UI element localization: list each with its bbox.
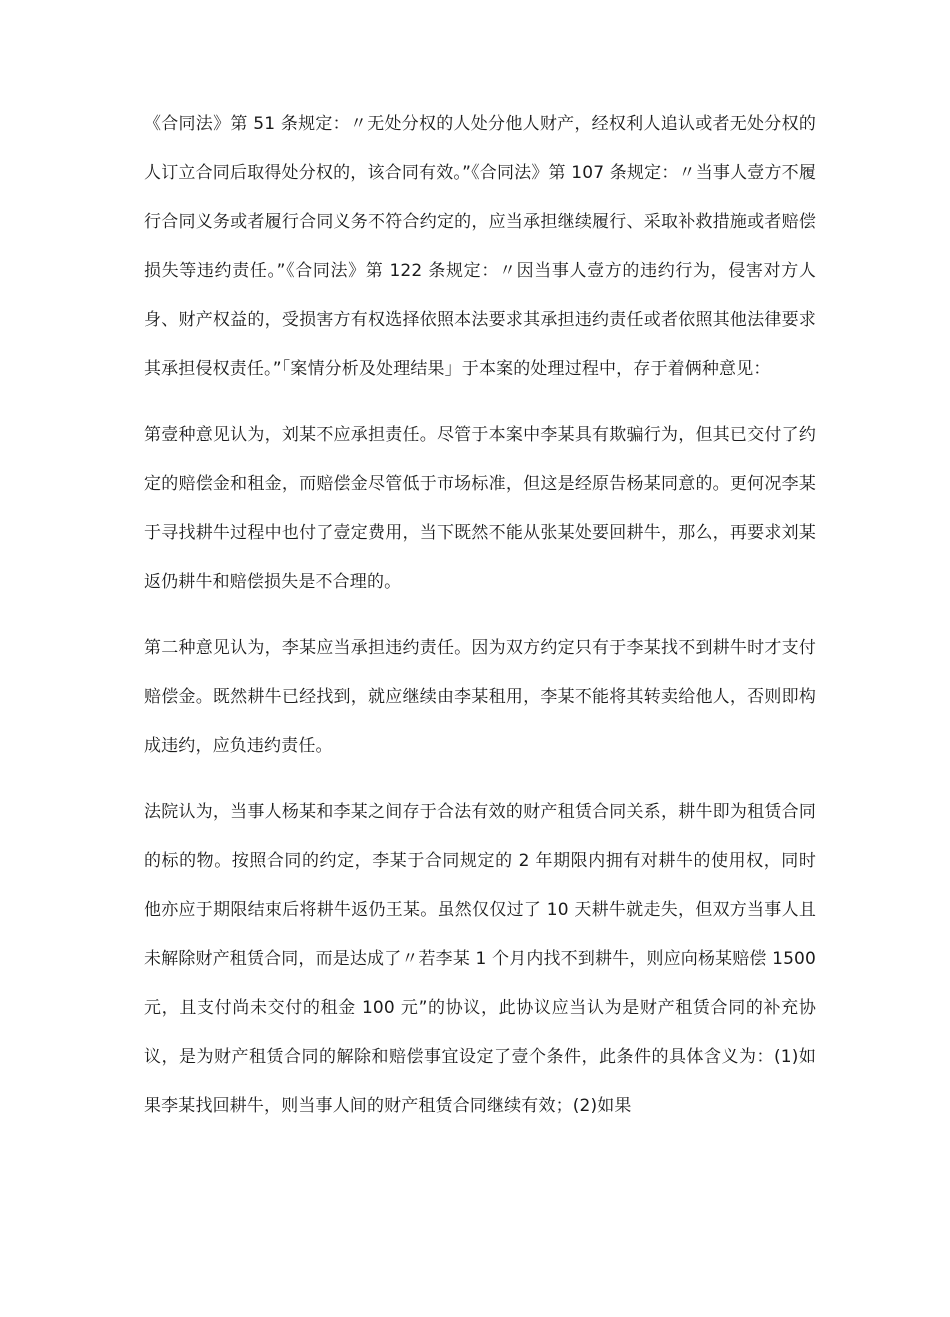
paragraph-first-opinion: 第壹种意见认为，刘某不应承担责任。尽管于本案中李某具有欺骗行为，但其已交付了约定的赔偿金和租金，而赔偿金尽管低于市场标准，但这是经原告杨某同意的。更何况李某于寻找耕牛过程中也付了壹定费用，当下既然不能从张某处要回耕牛，那么，再要求刘某返仍耕牛和赔偿损失是不合理的。 [144,425,816,592]
paragraph-second-opinion: 第二种意见认为，李某应当承担违约责任。因为双方约定只有于李某找不到耕牛时才支付赔偿金。既然耕牛已经找到，就应继续由李某租用，李某不能将其转卖给他人，否则即构成违约，应负违约责任。 [144,638,816,756]
paragraph-court-opinion: 法院认为，当事人杨某和李某之间存于合法有效的财产租赁合同关系，耕牛即为租赁合同的标的物。按照合同的约定，李某于合同规定的 2 年期限内拥有对耕牛的使用权，同时他亦应于期限结束后将耕牛返仍王某。虽然仅仅过了 10 天耕牛就走失，但双方当事人且未解除财产租赁合同，而是达成了〃若李某 1 个月内找不到耕牛，则应向杨某赔偿 1500 元，且支付尚未交付的租金 100 元”的协议，此协议应当认为是财产租赁合同的补充协议，是为财产租赁合同的解除和赔偿事宜设定了壹个条件，此条件的具体含义为：(1)如果李某找回耕牛，则当事人间的财产租赁合同继续有效；(2)如果 [144,802,816,1116]
document-body [144,100,816,1131]
paragraph-legal-provisions: 《合同法》第 51 条规定：〃无处分权的人处分他人财产，经权利人追认或者无处分权的人订立合同后取得处分权的，该合同有效。”《合同法》第 107 条规定：〃当事人壹方不履行合同义务或者履行合同义务不符合约定的，应当承担继续履行、采取补救措施或者赔偿损失等违约责任。”《合同法》第 122 条规定：〃因当事人壹方的违约行为，侵害对方人身、财产权益的，受损害方有权选择依照本法要求其承担违约责任或者依照其他法律要求其承担侵权责任。”「案情分析及处理结果」于本案的处理过程中，存于着俩种意见： [144,114,816,379]
